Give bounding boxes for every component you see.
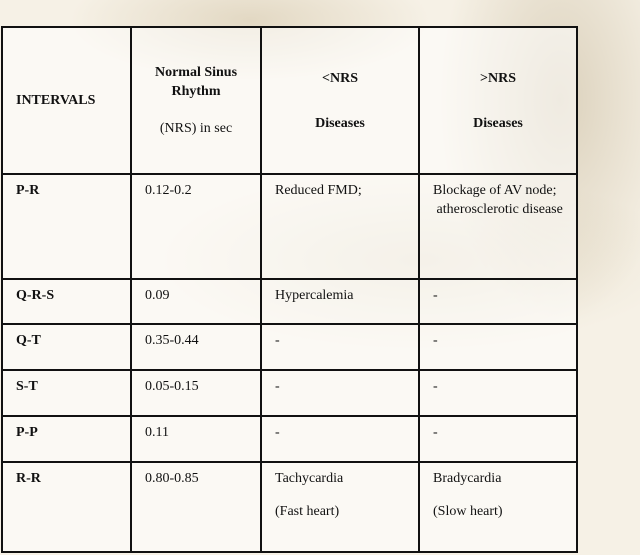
nrs-value-cell — [131, 370, 261, 416]
header-text: INTERVALS — [16, 93, 96, 108]
cell-text: 0.11 — [145, 425, 169, 440]
cell-text: 0.05-0.15 — [145, 379, 199, 394]
above-nrs-disease-cell — [419, 416, 577, 462]
cell-text: 0.12-0.2 — [145, 183, 192, 198]
nrs-value-cell — [131, 324, 261, 370]
table-row — [2, 279, 577, 324]
cell-text: - — [433, 379, 438, 394]
header-text: Diseases — [315, 115, 365, 131]
cell-text: - — [433, 288, 438, 303]
header-row — [2, 27, 577, 174]
table-row — [2, 370, 577, 416]
header-nsr — [131, 27, 261, 174]
above-nrs-disease-cell — [419, 279, 577, 324]
header-text: Rhythm — [171, 84, 221, 99]
above-nrs-disease-cell — [419, 324, 577, 370]
cell-text: Q-R-S — [16, 288, 55, 303]
header-above-nrs — [419, 27, 577, 174]
below-nrs-disease-cell — [261, 416, 419, 462]
interval-cell — [2, 174, 131, 279]
intervals-table — [1, 26, 578, 553]
nrs-value-cell — [131, 279, 261, 324]
cell-text: Blockage of AV node; — [433, 183, 557, 198]
above-nrs-disease-cell — [419, 174, 577, 279]
header-text: Diseases — [473, 115, 523, 131]
header-text: <NRS — [322, 70, 358, 86]
cell-text: - — [275, 379, 280, 394]
interval-cell — [2, 279, 131, 324]
interval-cell — [2, 324, 131, 370]
below-nrs-disease-cell — [261, 279, 419, 324]
table-row — [2, 462, 577, 552]
table-row — [2, 324, 577, 370]
header-text: Normal Sinus — [154, 65, 238, 80]
nrs-value-cell — [131, 462, 261, 552]
cell-text: Tachycardia — [275, 471, 344, 486]
cell-text: R-R — [16, 471, 41, 486]
cell-text: Reduced FMD; — [275, 183, 362, 198]
cell-text: - — [433, 333, 438, 348]
below-nrs-disease-cell — [261, 324, 419, 370]
below-nrs-disease-cell — [261, 462, 419, 552]
cell-text: Bradycardia — [433, 471, 502, 486]
cell-text: 0.35-0.44 — [145, 333, 199, 348]
interval-cell — [2, 416, 131, 462]
above-nrs-disease-cell — [419, 370, 577, 416]
nrs-value-cell — [131, 416, 261, 462]
header-intervals — [2, 27, 131, 174]
cell-text: - — [433, 425, 438, 440]
cell-text: S-T — [16, 379, 38, 394]
header-below-nrs — [261, 27, 419, 174]
cell-text: - — [275, 425, 280, 440]
table-row — [2, 174, 577, 279]
cell-text: - — [275, 333, 280, 348]
cell-text: 0.80-0.85 — [145, 471, 199, 486]
header-text: >NRS — [480, 70, 516, 86]
cell-text: (Fast heart) — [275, 504, 340, 519]
cell-text: (Slow heart) — [433, 504, 503, 519]
below-nrs-disease-cell — [261, 174, 419, 279]
table-row — [2, 416, 577, 462]
cell-text: P-P — [16, 425, 38, 440]
nrs-value-cell — [131, 174, 261, 279]
cell-text: 0.09 — [145, 288, 170, 303]
interval-cell — [2, 462, 131, 552]
cell-text: Hypercalemia — [275, 288, 354, 303]
above-nrs-disease-cell — [419, 462, 577, 552]
cell-text: Q-T — [16, 333, 41, 348]
cell-text: atherosclerotic disease — [433, 202, 563, 217]
interval-cell — [2, 370, 131, 416]
cell-text: P-R — [16, 183, 40, 198]
header-text: (NRS) in sec — [159, 121, 233, 136]
below-nrs-disease-cell — [261, 370, 419, 416]
